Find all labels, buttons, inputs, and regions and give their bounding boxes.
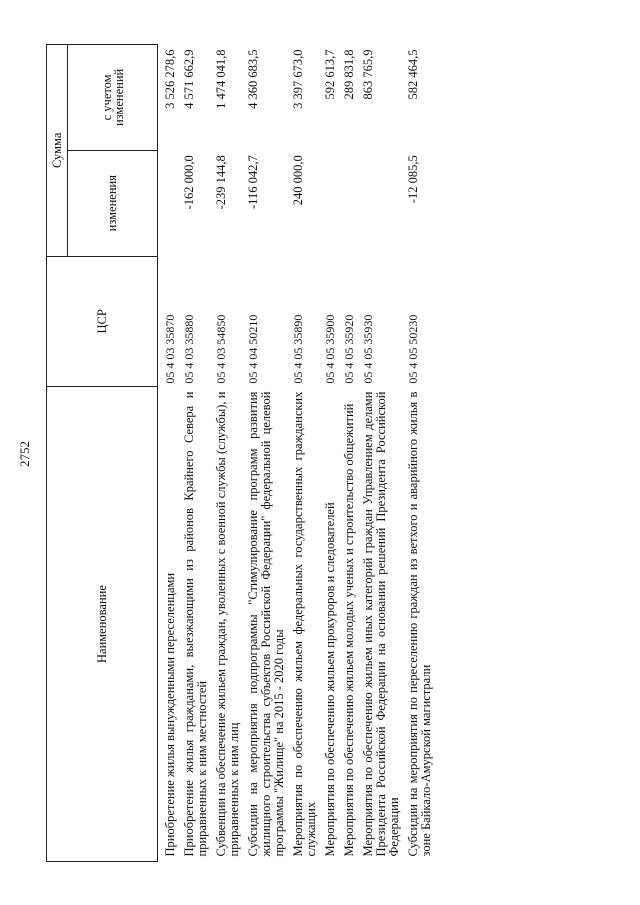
table-header	[47, 45, 158, 862]
row-name: Мероприятия по обеспечению жильем молодых ученых и строительство общежитий	[342, 403, 356, 857]
row-name: Приобретение жилья гражданами, выезжающими из районов Крайнего Севера и приравненных к ним местностей	[182, 391, 209, 857]
row-code: 05 4 05 35930	[361, 314, 375, 384]
row-change: -239 144,8	[214, 155, 228, 210]
table-row	[339, 45, 358, 862]
row-code: 05 4 03 35880	[182, 314, 196, 384]
budget-table	[46, 44, 435, 862]
page-number	[14, 432, 36, 476]
row-total: 592 613,7	[323, 49, 337, 100]
row-total: 3 397 673,0	[291, 49, 305, 109]
header-sum: Сумма	[47, 45, 68, 257]
row-total: 4 360 683,5	[246, 49, 260, 109]
table-row	[320, 45, 339, 862]
row-name: Субсидии на мероприятия подпрограммы "Стимулирование программ развития жилищного строительства субъектов Российской Федерации" федеральной целевой программы "Жилище" на 2015 - 2020 годы	[246, 391, 286, 857]
row-change: -162 000,0	[182, 155, 196, 210]
row-name: Мероприятия по обеспечению жильем иных категорий граждан Управлением делами Президента Российской Федерации на основании решений Президента Российской Федерации	[361, 391, 401, 857]
table-row	[158, 45, 180, 862]
row-total: 289 831,8	[342, 49, 356, 100]
rotated-table-frame	[46, 44, 600, 862]
header-name: Наименование	[47, 387, 158, 862]
row-code: 05 4 03 35870	[163, 314, 177, 384]
row-name: Субвенции на обеспечение жильем граждан, уволенных с военной службы (службы), и приравненных к ним лиц	[214, 391, 241, 857]
row-name: Мероприятия по обеспечению жильем прокуроров и следователей	[323, 502, 337, 857]
row-change	[320, 150, 339, 256]
row-total: 863 765,9	[361, 49, 375, 100]
header-code: ЦСР	[47, 256, 158, 387]
row-name: Мероприятия по обеспечению жильем федеральных государственных гражданских служащих	[291, 391, 318, 857]
row-name: Субсидии на мероприятия по переселению граждан из ветхого и аварийного жилья в зоне Байкало-Амурской магистрали	[406, 391, 433, 857]
row-name: Приобретение жилья вынужденными переселенцами	[163, 572, 177, 857]
table-body	[158, 45, 436, 862]
row-change: 240 000,0	[291, 155, 305, 206]
rotated-table-container	[46, 44, 600, 862]
table-row	[288, 45, 320, 862]
header-change: изменения	[68, 150, 158, 256]
row-change: -116 042,7	[246, 155, 260, 209]
table-row	[243, 45, 288, 862]
page-number-text: 2752	[17, 441, 32, 467]
row-change	[358, 150, 403, 256]
row-total: 582 464,5	[406, 49, 420, 100]
table-row	[358, 45, 403, 862]
row-code: 05 4 05 50230	[406, 314, 420, 384]
row-code: 05 4 04 50210	[246, 314, 260, 384]
header-total: с учетом изменений	[68, 45, 158, 151]
row-total: 1 474 041,8	[214, 49, 228, 109]
row-change	[339, 150, 358, 256]
row-code: 05 4 03 54850	[214, 314, 228, 384]
row-code: 05 4 05 35890	[291, 314, 305, 384]
table-row	[403, 45, 435, 862]
row-change	[158, 150, 180, 256]
row-code: 05 4 05 35900	[323, 314, 337, 384]
row-total: 3 526 278,6	[163, 49, 177, 109]
row-change: -12 085,5	[406, 155, 420, 204]
table-row	[179, 45, 211, 862]
table-row	[211, 45, 243, 862]
row-code: 05 4 05 35920	[342, 314, 356, 384]
row-total: 4 571 662,9	[182, 49, 196, 109]
